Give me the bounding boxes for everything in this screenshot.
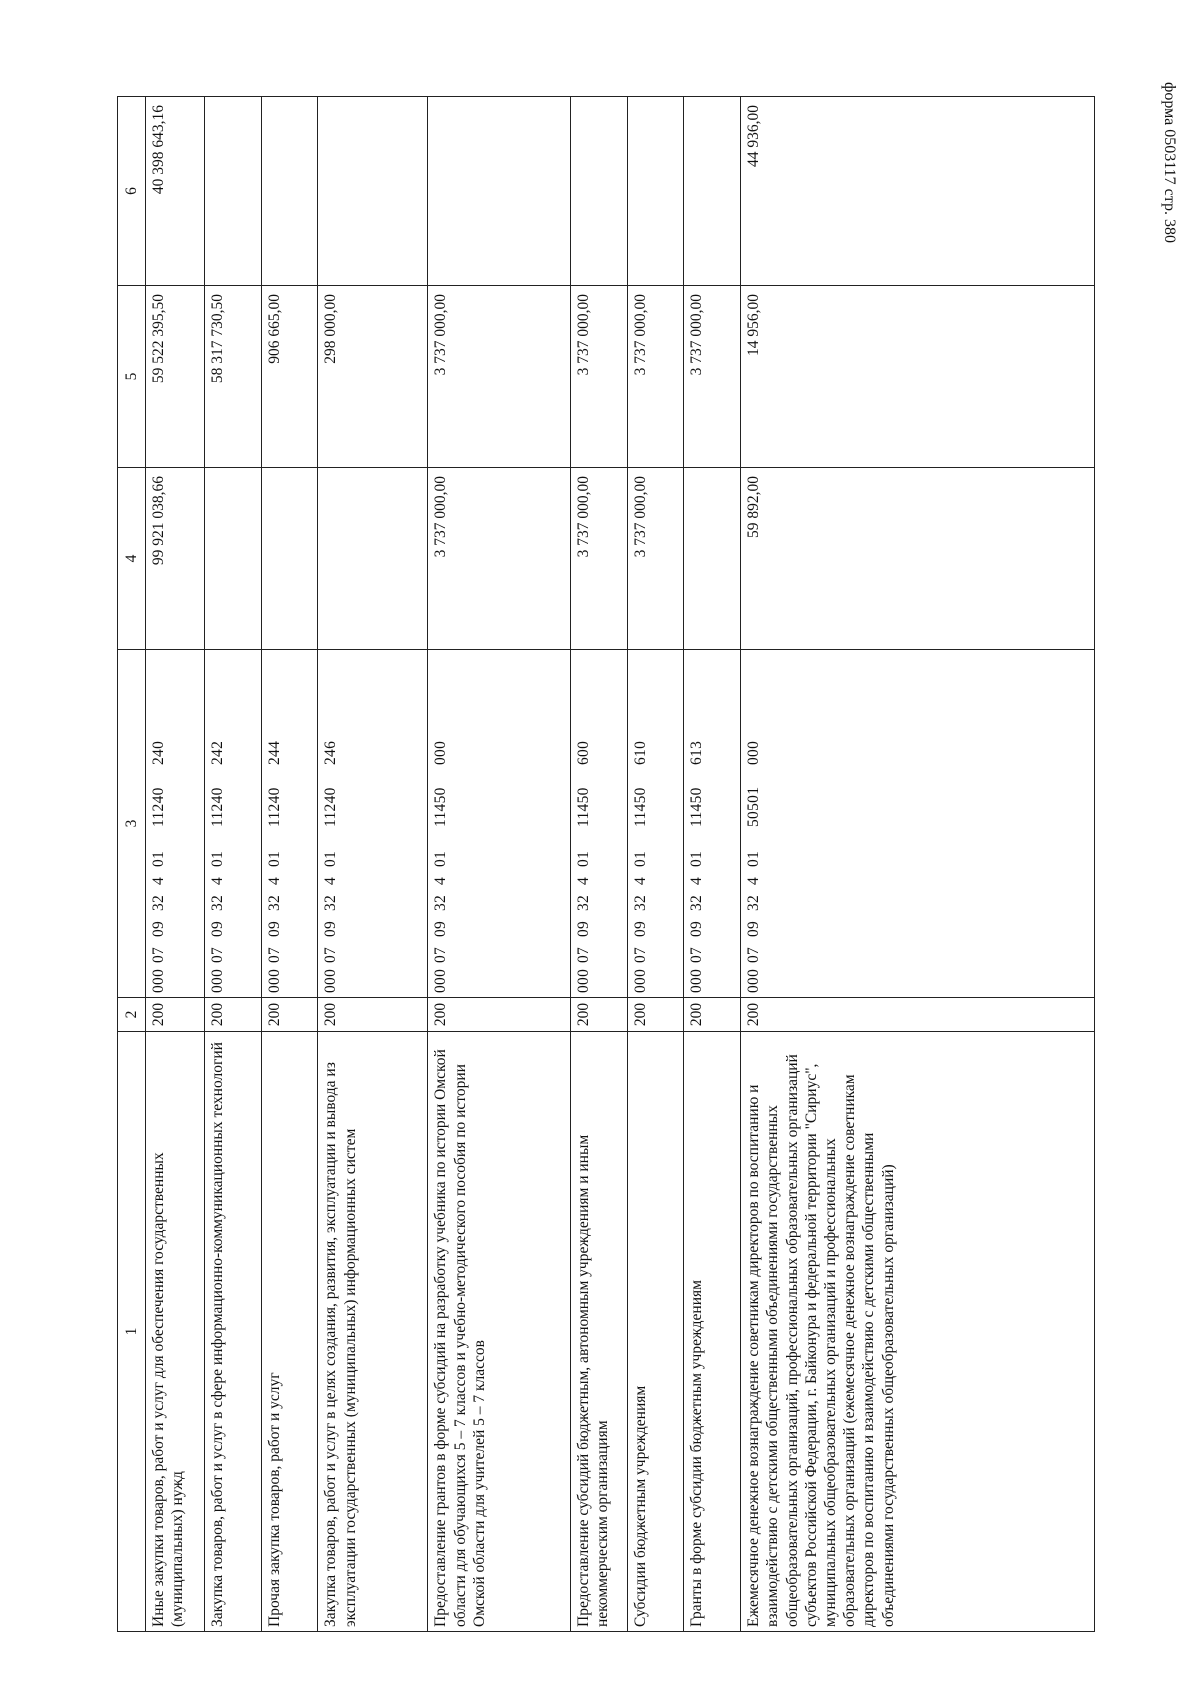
code-segment: 240 <box>149 740 167 765</box>
code-segment: 4 <box>149 876 167 885</box>
table-row <box>684 97 741 1632</box>
budget-code-cell <box>741 650 1095 998</box>
budget-execution-table <box>117 96 1095 1632</box>
code-segment: 01 <box>631 850 649 867</box>
code-segment: 32 <box>208 894 226 911</box>
code-segment: 244 <box>265 740 283 765</box>
approved-amount-cell <box>684 468 741 650</box>
unexecuted-amount-cell <box>318 97 428 286</box>
table-row <box>627 97 684 1632</box>
executed-amount-cell: 298 000,00 <box>318 286 428 468</box>
executed-amount-cell: 906 665,00 <box>261 286 318 468</box>
table-row <box>145 97 204 1632</box>
approved-amount-cell: 3 737 000,00 <box>627 468 684 650</box>
unexecuted-amount-cell <box>684 97 741 286</box>
code-segment: 000 <box>322 968 340 993</box>
code-segment: 000 <box>631 968 649 993</box>
approved-amount-cell: 3 737 000,00 <box>570 468 627 650</box>
code-segment: 11240 <box>149 787 167 827</box>
budget-code-cell <box>318 650 428 998</box>
budget-code-cell <box>204 650 261 998</box>
code-segment: 4 <box>745 876 763 885</box>
code-segment: 01 <box>745 850 763 867</box>
budget-code-cell <box>145 650 204 998</box>
code-segment: 09 <box>688 920 706 937</box>
code-segment: 09 <box>745 920 763 937</box>
column-header: 1 <box>118 1032 146 1632</box>
row-name-cell: Закупка товаров, работ и услуг в целях создания, развития, эксплуатации и вывода из эксплуатации государственных (муниципальных) информационных систем <box>318 1032 428 1632</box>
code-segment: 32 <box>149 894 167 911</box>
code-segment: 01 <box>208 850 226 867</box>
code-segment: 4 <box>574 876 592 885</box>
code-segment: 09 <box>265 920 283 937</box>
form-number-label: форма 0503117 стр. 380 <box>1161 82 1178 243</box>
table-row <box>318 97 428 1632</box>
code-segment: 32 <box>432 894 450 911</box>
row-name-cell: Субсидии бюджетным учреждениям <box>627 1032 684 1632</box>
budget-code-cell <box>570 650 627 998</box>
code-segment: 32 <box>265 894 283 911</box>
code-segment: 09 <box>432 920 450 937</box>
code-segment: 01 <box>432 850 450 867</box>
budget-table-rotated <box>117 97 1095 1632</box>
executed-amount-cell: 59 522 395,50 <box>145 286 204 468</box>
line-code-cell: 200 <box>204 998 261 1032</box>
line-code-cell: 200 <box>627 998 684 1032</box>
unexecuted-amount-cell: 44 936,00 <box>741 97 1095 286</box>
table-row <box>261 97 318 1632</box>
line-code-cell: 200 <box>428 998 570 1032</box>
code-segment: 07 <box>432 946 450 963</box>
row-name-cell: Ежемесячное денежное вознаграждение советникам директоров по воспитанию и взаимодействию с детскими общественными объединениями государственных общеобразовательных организаций, профессиональных образовательных организаций субъектов Российской Федерации, г. Байконура и федеральной территории "Сириус", муниципальных общеобразовательных организаций и профессиональных образовательных организаций (ежемесячное денежное вознаграждение советникам директоров по воспитанию и взаимодействию с детскими общественными объединениями государственных общеобразовательных организаций) <box>741 1032 1095 1632</box>
unexecuted-amount-cell <box>627 97 684 286</box>
code-segment: 613 <box>688 740 706 765</box>
line-code-cell: 200 <box>684 998 741 1032</box>
code-segment: 11450 <box>574 787 592 827</box>
budget-code-cell <box>261 650 318 998</box>
code-segment: 09 <box>574 920 592 937</box>
code-segment: 600 <box>574 740 592 765</box>
code-segment: 000 <box>265 968 283 993</box>
line-code-cell: 200 <box>570 998 627 1032</box>
unexecuted-amount-cell: 40 398 643,16 <box>145 97 204 286</box>
code-segment: 07 <box>574 946 592 963</box>
code-segment: 32 <box>688 894 706 911</box>
table-row <box>428 97 570 1632</box>
column-number-header-row <box>118 97 146 1632</box>
code-segment: 000 <box>688 968 706 993</box>
code-segment: 01 <box>574 850 592 867</box>
code-segment: 50501 <box>745 786 763 827</box>
column-header: 3 <box>118 650 146 998</box>
code-segment: 11240 <box>208 787 226 827</box>
budget-code-cell <box>627 650 684 998</box>
code-segment: 11240 <box>265 787 283 827</box>
code-segment: 09 <box>208 920 226 937</box>
line-code-cell: 200 <box>741 998 1095 1032</box>
executed-amount-cell: 14 956,00 <box>741 286 1095 468</box>
code-segment: 11450 <box>631 787 649 827</box>
code-segment: 11450 <box>688 787 706 827</box>
code-segment: 07 <box>208 946 226 963</box>
code-segment: 610 <box>631 740 649 765</box>
approved-amount-cell: 99 921 038,66 <box>145 468 204 650</box>
approved-amount-cell: 3 737 000,00 <box>428 468 570 650</box>
table-row <box>204 97 261 1632</box>
executed-amount-cell: 3 737 000,00 <box>684 286 741 468</box>
approved-amount-cell <box>204 468 261 650</box>
table-row <box>741 97 1095 1632</box>
code-segment: 11240 <box>322 787 340 827</box>
unexecuted-amount-cell <box>204 97 261 286</box>
table-row <box>570 97 627 1632</box>
code-segment: 07 <box>745 946 763 963</box>
executed-amount-cell: 3 737 000,00 <box>570 286 627 468</box>
unexecuted-amount-cell <box>570 97 627 286</box>
row-name-cell: Предоставление субсидий бюджетным, автономным учреждениям и иным некоммерческим организациям <box>570 1032 627 1632</box>
column-header: 2 <box>118 998 146 1032</box>
code-segment: 01 <box>149 850 167 867</box>
code-segment: 4 <box>208 876 226 885</box>
code-segment: 09 <box>322 920 340 937</box>
code-segment: 000 <box>745 740 763 765</box>
budget-code-cell <box>428 650 570 998</box>
column-header: 5 <box>118 286 146 468</box>
code-segment: 32 <box>745 894 763 911</box>
code-segment: 07 <box>149 946 167 963</box>
code-segment: 07 <box>265 946 283 963</box>
code-segment: 4 <box>265 876 283 885</box>
code-segment: 11450 <box>432 787 450 827</box>
column-header: 6 <box>118 97 146 286</box>
row-name-cell: Предоставление грантов в форме субсидий на разработку учебника по истории Омской области для обучающихся 5 – 7 классов и учебно-методического пособия по истории Омской области для учителей 5 – 7 классов <box>428 1032 570 1632</box>
code-segment: 4 <box>322 876 340 885</box>
code-segment: 000 <box>208 968 226 993</box>
executed-amount-cell: 58 317 730,50 <box>204 286 261 468</box>
code-segment: 4 <box>432 876 450 885</box>
column-header: 4 <box>118 468 146 650</box>
code-segment: 000 <box>432 740 450 765</box>
code-segment: 000 <box>574 968 592 993</box>
code-segment: 32 <box>631 894 649 911</box>
budget-code-cell <box>684 650 741 998</box>
code-segment: 32 <box>322 894 340 911</box>
code-segment: 01 <box>322 850 340 867</box>
code-segment: 07 <box>322 946 340 963</box>
row-name-cell: Иные закупки товаров, работ и услуг для обеспечения государственных (муниципальных) нужд <box>145 1032 204 1632</box>
code-segment: 07 <box>631 946 649 963</box>
code-segment: 242 <box>208 740 226 765</box>
unexecuted-amount-cell <box>261 97 318 286</box>
code-segment: 09 <box>631 920 649 937</box>
line-code-cell: 200 <box>261 998 318 1032</box>
approved-amount-cell <box>318 468 428 650</box>
code-segment: 000 <box>745 968 763 993</box>
code-segment: 01 <box>265 850 283 867</box>
unexecuted-amount-cell <box>428 97 570 286</box>
line-code-cell: 200 <box>145 998 204 1032</box>
row-name-cell: Закупка товаров, работ и услуг в сфере информационно-коммуникационных технологий <box>204 1032 261 1632</box>
executed-amount-cell: 3 737 000,00 <box>627 286 684 468</box>
approved-amount-cell: 59 892,00 <box>741 468 1095 650</box>
row-name-cell: Прочая закупка товаров, работ и услуг <box>261 1032 318 1632</box>
code-segment: 4 <box>631 876 649 885</box>
code-segment: 32 <box>574 894 592 911</box>
approved-amount-cell <box>261 468 318 650</box>
code-segment: 000 <box>432 968 450 993</box>
row-name-cell: Гранты в форме субсидии бюджетным учреждениям <box>684 1032 741 1632</box>
code-segment: 09 <box>149 920 167 937</box>
code-segment: 4 <box>688 876 706 885</box>
code-segment: 246 <box>322 740 340 765</box>
line-code-cell: 200 <box>318 998 428 1032</box>
code-segment: 07 <box>688 946 706 963</box>
code-segment: 000 <box>149 968 167 993</box>
executed-amount-cell: 3 737 000,00 <box>428 286 570 468</box>
code-segment: 01 <box>688 850 706 867</box>
